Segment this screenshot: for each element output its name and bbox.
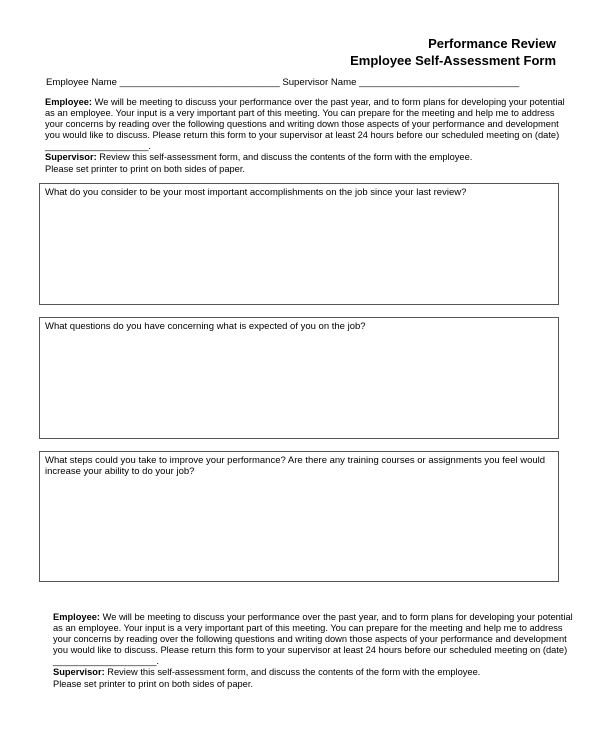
employee-label-repeat: Employee: <box>53 612 101 622</box>
form-subtitle: Employee Self-Assessment Form <box>350 53 556 68</box>
employee-instructions-repeat <box>53 612 573 667</box>
print-note-repeat: Please set printer to print on both sides of paper. <box>53 678 254 689</box>
supervisor-label-repeat: Supervisor: <box>53 667 105 678</box>
question-2-text: What questions do you have concerning what is expected of you on the job? <box>45 321 366 332</box>
form-title: Performance Review <box>428 36 556 51</box>
question-1-text: What do you consider to be your most important accomplishments on the job since your last review? <box>45 187 467 198</box>
supervisor-text-repeat: Review this self-assessment form, and discuss the contents of the form with the employee. <box>104 667 481 678</box>
employee-instructions <box>45 97 565 152</box>
employee-label: Employee: <box>45 97 93 107</box>
supervisor-label: Supervisor: <box>45 152 97 163</box>
employee-text: We will be meeting to discuss your performance over the past year, and to form plans for developing your potential as an employee. Your input is a very important part of this meeting. You can prepare for the meeting and help me to address your concerns by reading over the following questions and writing down those aspects of your performance and development you would like to discuss. Please return this form to your supervisor at least 24 hours before our scheduled meeting on (date) ____________________. <box>45 97 565 152</box>
supervisor-instructions-repeat <box>53 667 573 678</box>
question-3-text: What steps could you take to improve your performance? Are there any training courses or assignments you feel would increase your ability to do your job? <box>45 455 546 478</box>
employee-text-repeat: We will be meeting to discuss your performance over the past year, and to form plans for developing your potential as an employee. Your input is a very important part of this meeting. You can prepare for the meeting and help me to address your concerns by reading over the following questions and writing down those aspects of your performance and development you would like to discuss. Please return this form to your supervisor at least 24 hours before our scheduled meeting on (date) ____________________. <box>53 612 573 667</box>
supervisor-text: Review this self-assessment form, and discuss the contents of the form with the employee. <box>96 152 473 163</box>
supervisor-instructions <box>45 152 565 163</box>
question-box-2[interactable] <box>39 317 559 439</box>
question-box-1[interactable] <box>39 183 559 305</box>
name-fields-line: Employee Name ______________________________ Supervisor Name ______________________________ <box>46 77 520 88</box>
instructions-bottom <box>53 612 573 690</box>
print-note: Please set printer to print on both sides of paper. <box>45 163 246 174</box>
instructions-top <box>45 97 565 175</box>
question-box-3[interactable] <box>39 451 559 582</box>
form-title-block <box>350 35 556 69</box>
